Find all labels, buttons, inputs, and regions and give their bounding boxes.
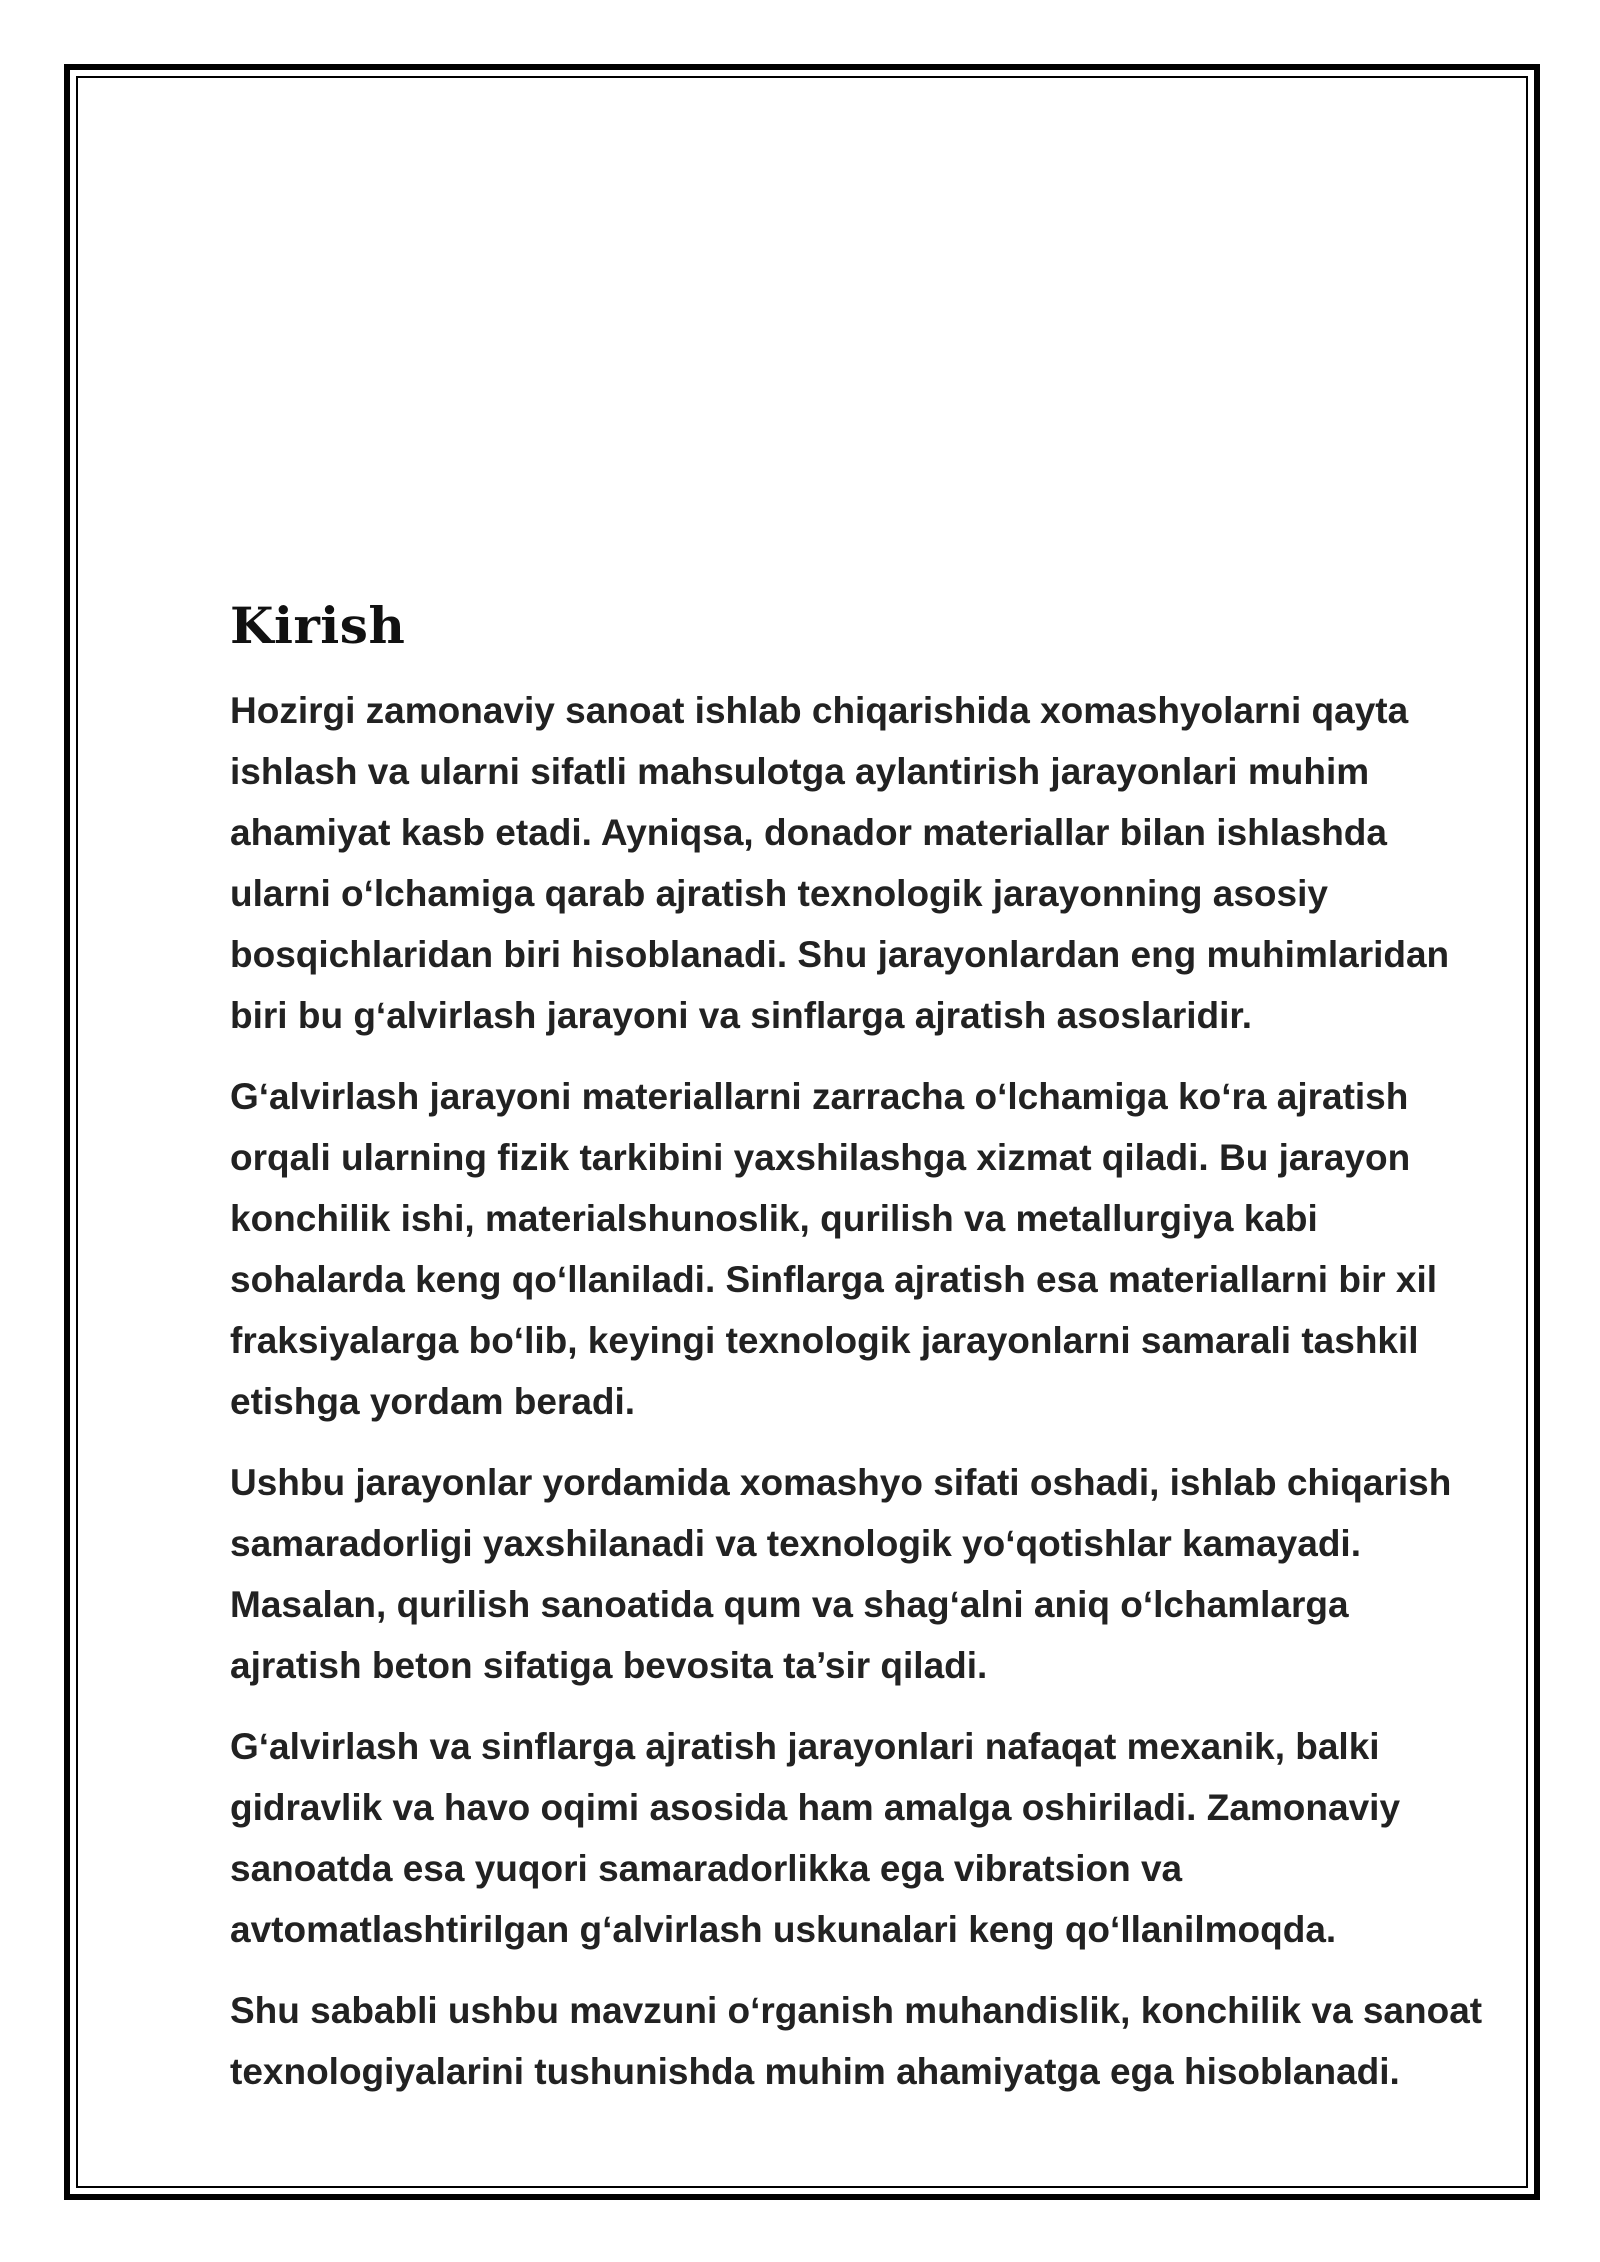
paragraph-5: Shu sababli ushbu mavzuni o‘rganish muhandislik, konchilik va sanoat texnologiyalarini tushunishda muhim ahamiyatga ega hisoblanadi. <box>230 1990 1483 2092</box>
section-heading: Kirish <box>230 596 406 655</box>
paragraph-3: Ushbu jarayonlar yordamida xomashyo sifati oshadi, ishlab chiqarish samaradorligi yaxshilanadi va texnologik yo‘qotishlar kamayadi. Masalan, qurilish sanoatida qum va shag‘alni aniq o‘lchamlarga ajratish beton sifatiga bevosita ta’sir qiladi. <box>230 1462 1452 1686</box>
paragraph-1: Hozirgi zamonaviy sanoat ishlab chiqarishida xomashyolarni qayta ishlash va ularni sifatli mahsulotga aylantirish jarayonlari muhim ahamiyat kasb etadi. Ayniqsa, donador materiallar bilan ishlashda ularni o‘lchamiga qarab ajratish texnologik jarayonning asosiy bosqichlaridan biri hisoblanadi. Shu jarayonlardan eng muhimlaridan biri bu g‘alvirlash jarayoni va sinflarga ajratish asoslaridir. <box>230 690 1450 1036</box>
paragraph-2: G‘alvirlash jarayoni materiallarni zarracha o‘lchamiga ko‘ra ajratish orqali ularning fizik tarkibini yaxshilashga xizmat qiladi. Bu jarayon konchilik ishi, materialshunoslik, qurilish va metallurgiya kabi sohalarda keng qo‘llaniladi. Sinflarga ajratish esa materiallarni bir xil fraksiyalarga bo‘lib, keyingi texnologik jarayonlarni samarali tashkil etishga yordam beradi. <box>230 1076 1438 1422</box>
document-body <box>230 590 1500 2122</box>
paragraph-4: G‘alvirlash va sinflarga ajratish jarayonlari nafaqat mexanik, balki gidravlik va havo oqimi asosida ham amalga oshiriladi. Zamonaviy sanoatda esa yuqori samaradorlikka ega vibratsion va avtomatlashtirilgan g‘alvirlash uskunalari keng qo‘llanilmoqda. <box>230 1726 1401 1950</box>
